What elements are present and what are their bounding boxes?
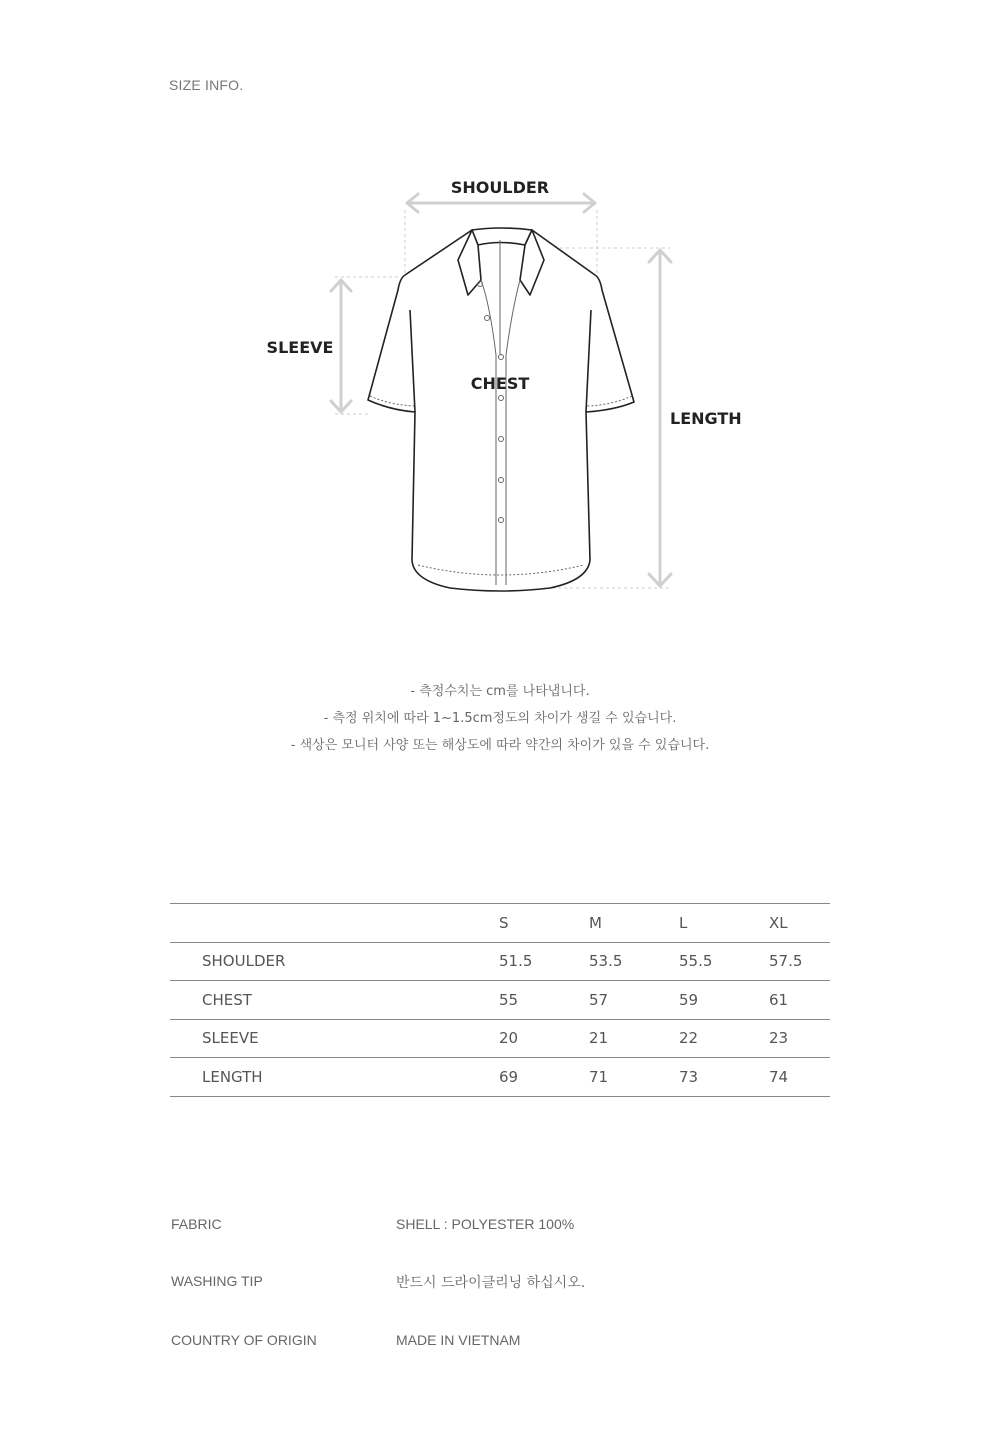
note-line: - 측정 위치에 따라 1~1.5cm정도의 차이가 생길 수 있습니다.: [323, 711, 677, 726]
origin-value: MADE IN VIETNAM: [396, 1332, 521, 1348]
washing-value: 반드시 드라이클리닝 하십시오.: [396, 1275, 586, 1291]
table-cell: 59: [679, 981, 769, 1020]
table-cell: 61: [769, 981, 830, 1020]
row-label: SHOULDER: [170, 942, 499, 981]
header-cell: S: [499, 904, 589, 943]
table-cell: 53.5: [589, 942, 679, 981]
table-cell: 21: [589, 1019, 679, 1058]
fabric-label: FABRIC: [171, 1216, 222, 1232]
note-line: - 측정수치는 cm를 나타냅니다.: [410, 684, 590, 699]
table-cell: 51.5: [499, 942, 589, 981]
fabric-value: SHELL : POLYESTER 100%: [396, 1216, 575, 1232]
table-row: [170, 942, 830, 981]
table-cell: 22: [679, 1019, 769, 1058]
table-cell: 23: [769, 1019, 830, 1058]
origin-label: COUNTRY OF ORIGIN: [171, 1332, 317, 1348]
table-cell: 69: [499, 1058, 589, 1097]
table-cell: 71: [589, 1058, 679, 1097]
shirt-outline: [368, 228, 634, 591]
sleeve-label: SLEEVE: [266, 338, 334, 357]
table-cell: 73: [679, 1058, 769, 1097]
table-cell: 57: [589, 981, 679, 1020]
row-label: CHEST: [170, 981, 499, 1020]
header-cell: L: [679, 904, 769, 943]
row-label: SLEEVE: [170, 1019, 499, 1058]
note-line: - 색상은 모니터 사양 또는 해상도에 따라 약간의 차이가 있을 수 있습니다.: [290, 738, 710, 753]
header-cell: M: [589, 904, 679, 943]
measurement-notes: [0, 678, 1000, 759]
table-cell: 55: [499, 981, 589, 1020]
header-cell: XL: [769, 904, 830, 943]
table-row: [170, 1058, 830, 1097]
table-cell: 74: [769, 1058, 830, 1097]
section-title: SIZE INFO.: [169, 77, 244, 93]
table-cell: 57.5: [769, 942, 830, 981]
table-cell: 20: [499, 1019, 589, 1058]
shirt-measurement-diagram: [250, 160, 750, 610]
shirt-illustration: [250, 160, 750, 610]
size-table-header: [170, 904, 830, 943]
chest-label: CHEST: [470, 374, 530, 393]
table-cell: 55.5: [679, 942, 769, 981]
washing-label: WASHING TIP: [171, 1273, 263, 1289]
table-row: [170, 981, 830, 1020]
size-table: [170, 903, 830, 1097]
length-label: LENGTH: [670, 409, 742, 428]
row-label: LENGTH: [170, 1058, 499, 1097]
header-cell: [170, 904, 499, 943]
table-row: [170, 1019, 830, 1058]
shoulder-label: SHOULDER: [450, 178, 550, 197]
